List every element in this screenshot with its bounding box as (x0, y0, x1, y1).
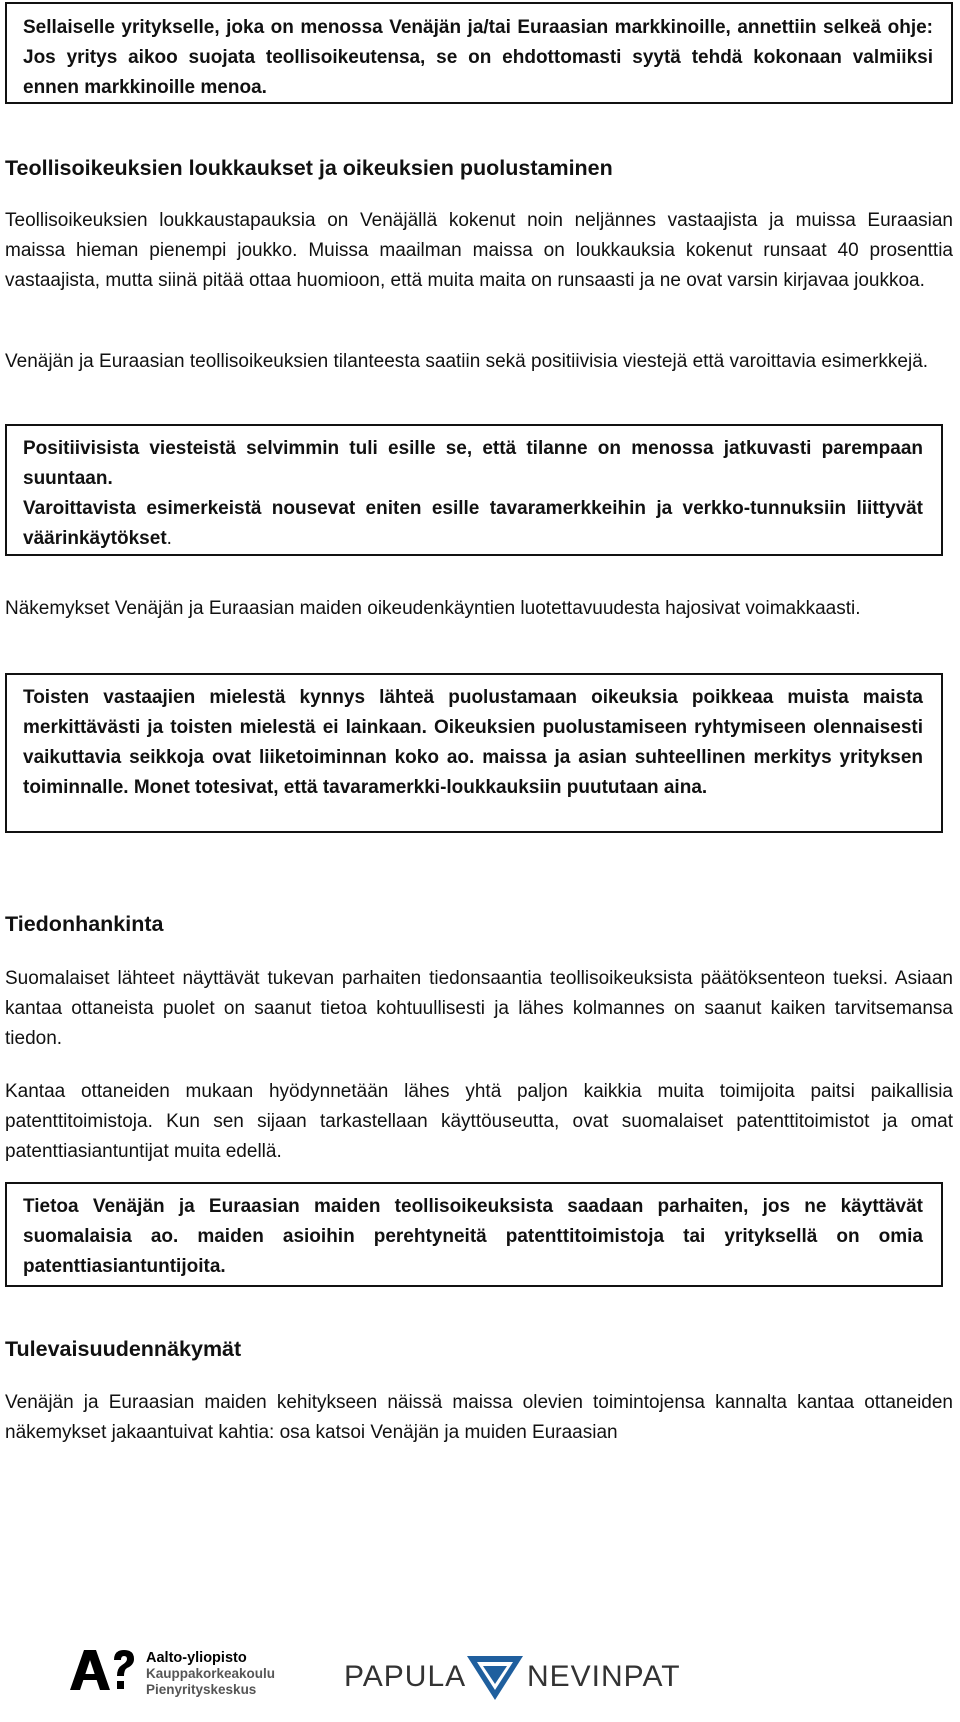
section-heading-information: Tiedonhankinta (5, 912, 164, 936)
summary-box-market-entry (5, 2, 953, 104)
aalto-school: Kauppakorkeakoulu (146, 1666, 276, 1681)
summary-box-information-sources (5, 1182, 943, 1287)
section-heading-outlook: Tulevaisuudennäkymät (5, 1337, 242, 1361)
aalto-logo-text (146, 1650, 275, 1698)
footer-logos (0, 1630, 960, 1722)
aalto-logo-icon (70, 1648, 136, 1690)
section-heading-infringements: Teollisoikeuksien loukkaukset ja oikeuksien puolustaminen (5, 156, 613, 180)
paragraph: Näkemykset Venäjän ja Euraasian maiden oikeudenkäyntien luotettavuudesta hajosivat voimakkaasti. (5, 598, 861, 619)
paragraph: Kantaa ottaneiden mukaan hyödynnetään lähes yhtä paljon kaikkia muita toimijoita paitsi paikallisia patenttitoimistoja. Kun sen sijaan tarkastellaan käyttöuseutta, ovat suomalaiset patenttitoimistot ja omat patenttiasiantuntijat muita edellä. (5, 1081, 953, 1162)
warning-text: Varoittavista esimerkeistä nousevat eniten esille tavaramerkkeihin ja verkko-tunnuksiin liittyvät väärinkäytökset. (23, 498, 923, 549)
positive-text: Positiivisista viesteistä selvimmin tuli esille se, että tilanne on menossa jatkuvasti parempaan suuntaan. (23, 438, 923, 489)
summary-box-litigation (5, 673, 943, 833)
papula-logo-text: PAPULA (344, 1660, 467, 1693)
paragraph: Venäjän ja Euraasian teollisoikeuksien tilanteesta saatiin sekä positiivisia viestejä että varoittavia esimerkkejä. (5, 351, 929, 372)
aalto-centre: Pienyrityskeskus (146, 1682, 257, 1697)
paragraph: Suomalaiset lähteet näyttävät tukevan parhaiten tiedonsaantia teollisoikeuksista päätöksenteon tueksi. Asiaan kantaa ottaneista puolet on saanut tietoa kohtuullisesti ja lähes kolmannes on saanut kaiken tarvitsemansa tiedon. (5, 968, 953, 1049)
aalto-name: Aalto-yliopisto (146, 1650, 247, 1666)
nevinpat-logo-text: NEVINPAT (527, 1660, 681, 1693)
information-text: Tietoa Venäjän ja Euraasian maiden teollisoikeuksista saadaan parhaiten, jos ne käyttävät suomalaisia ao. maiden asioihin perehtyneitä patenttitoimistoja tai yrityksellä on omia patenttiasiantuntijoita. (23, 1196, 923, 1277)
summary-box-positive-negative (5, 424, 943, 556)
paragraph: Venäjän ja Euraasian maiden kehitykseen näissä maissa olevien toimintojensa kannalta kantaa ottaneiden näkemykset jakaantuivat kahtia: osa katsoi Venäjän ja muiden Euraasian (5, 1392, 953, 1443)
litigation-text: Toisten vastaajien mielestä kynnys lähteä puolustamaan oikeuksia poikkeaa muista maista merkittävästi ja toisten mielestä ei lainkaan. Oikeuksien puolustamiseen ryhtymiseen olennaisesti vaikuttavia seikkoja ovat liiketoiminnan koko ao. maissa ja asian suhteellinen merkitys yrityksen toiminnalle. Monet totesivat, että tavaramerkki-loukkauksiin puututaan aina. (23, 687, 923, 798)
summary-text: Sellaiselle yritykselle, joka on menossa Venäjän ja/tai Euraasian markkinoille, annettiin selkeä ohje: Jos yritys aikoo suojata teollisoikeutensa, se on ehdottomasti syytä tehdä kokonaan valmiiksi ennen markkinoille menoa. (23, 17, 933, 98)
papula-nevinpat-logo-icon (467, 1652, 523, 1700)
paragraph: Teollisoikeuksien loukkaustapauksia on Venäjällä kokenut noin neljännes vastaajista ja muissa Euraasian maissa hieman pienempi joukko. Muissa maailman maissa on loukkauksia kokenut runsaat 40 prosenttia vastaajista, mutta siinä pitää ottaa huomioon, että muita maita on runsaasti ja ne ovat varsin kirjavaa joukkoa. (5, 210, 953, 291)
